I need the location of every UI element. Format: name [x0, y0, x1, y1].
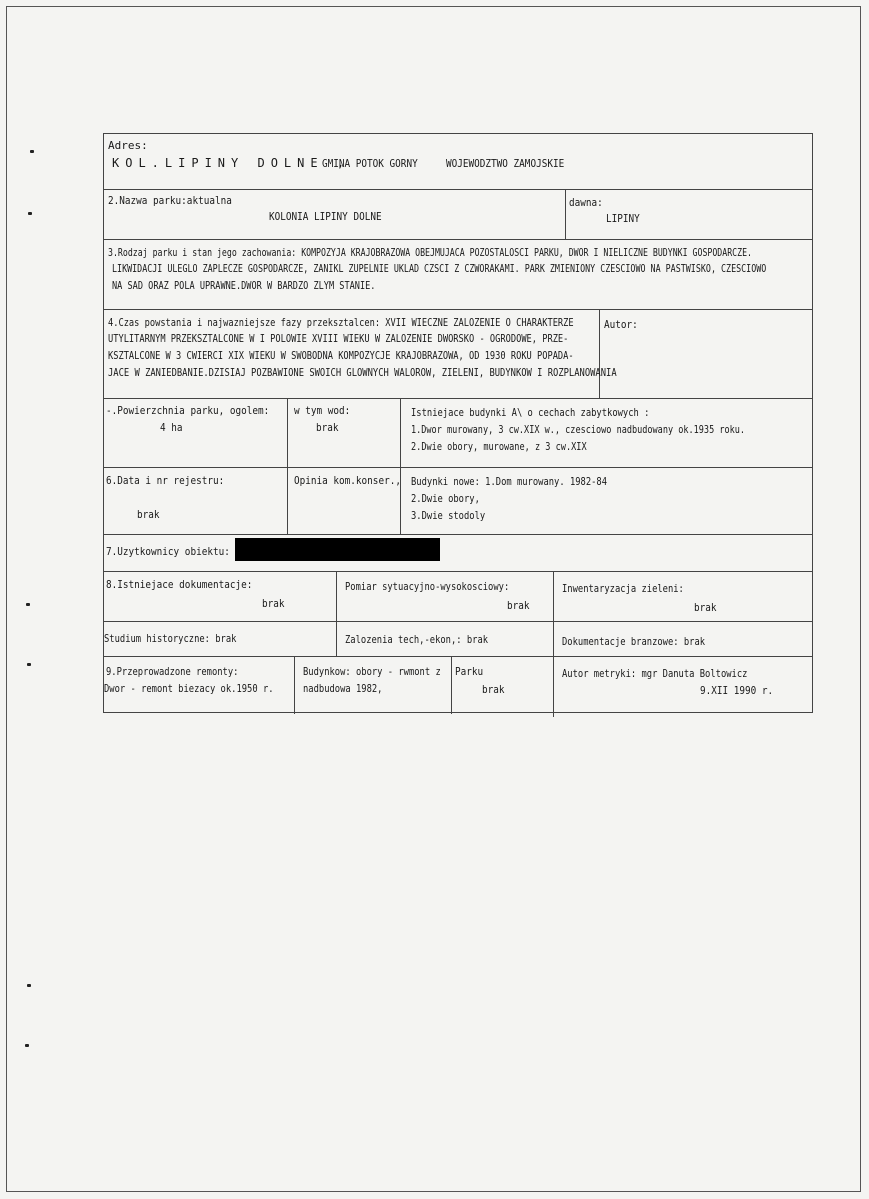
budynki-label: Istniejace budynki A\ o cechach zabytkowych : [411, 406, 650, 419]
adres-gmina: GMINA POTOK GORNY [322, 157, 418, 170]
col-divider [565, 189, 566, 239]
czas-line3: KSZTALCONE W 3 CWIERCI XIX WIEKU W SWOBODNA KOMPOZYCJE KRAJOBRAZOWA, OD 1930 ROKU POPADA- [108, 349, 574, 362]
col-divider [294, 656, 295, 714]
opinia-label: Opinia kom.konser., [294, 474, 401, 487]
pomiar-value: brak [507, 599, 530, 612]
remonty-parku-value: brak [482, 683, 505, 696]
row-divider [104, 239, 812, 240]
pomiar-label: Pomiar sytuacyjno-wysokosciowy: [345, 580, 510, 593]
czas-line2: UTYLITARNYM PRZEKSZTALCONE W I POLOWIE XVIII WIEKU W ZALOZENIE DWORSKO - OGRODOWE, PRZE- [108, 332, 569, 345]
autor-metryki: Autor metryki: mgr Danuta Boltowicz [562, 667, 748, 680]
row-divider [104, 398, 812, 399]
studium-label: Studium historyczne: brak [104, 632, 237, 645]
row-divider [104, 467, 812, 468]
col-divider [287, 398, 288, 534]
col-divider [400, 398, 401, 534]
woda-label: w tym wod: [294, 404, 351, 417]
inwentaryzacja-label: Inwentaryzacja zieleni: [562, 582, 684, 595]
budynki-nowe-label: Budynki nowe: 1.Dom murowany. 1982-84 [411, 475, 608, 488]
scan-mark [27, 663, 31, 666]
nazwa-dawna-label: dawna: [569, 196, 603, 209]
branzowe-label: Dokumentacje branzowe: brak [562, 635, 706, 648]
budynki-item2: 2.Dwie obory, murowane, z 3 cw.XIX [411, 440, 587, 453]
powierzchnia-label: -.Powierzchnia parku, ogolem: [106, 404, 270, 417]
budynki-nowe-item2: 2.Dwie obory, [411, 492, 480, 505]
col-divider [599, 309, 600, 398]
czas-line4: JACE W ZANIEDBANIE.DZISIAJ POZBAWIONE SWOICH GLOWNYCH WALOROW, ZIELENI, BUDYNKOW I ROZPLANOWANIA [108, 366, 617, 379]
row-divider [104, 189, 812, 190]
scan-mark [30, 150, 34, 153]
nazwa-dawna: LIPINY [606, 212, 640, 225]
row-divider [104, 534, 812, 535]
zalozenia-label: Zalozenia tech,-ekon,: brak [345, 633, 489, 646]
adres-miejscowosc: KOL.LIPINY DOLNE , [112, 156, 351, 170]
scan-mark [25, 1044, 29, 1047]
powierzchnia-value: 4 ha [160, 421, 183, 434]
scan-mark [27, 984, 31, 987]
remonty-budynki-line1: Budynkow: obory - rwmont z [303, 665, 441, 678]
row-divider [104, 309, 812, 310]
remonty-dwor: Dwor - remont biezacy ok.1950 r. [104, 682, 274, 695]
scan-mark [28, 212, 32, 215]
remonty-budynki-line2: nadbudowa 1982, [303, 682, 383, 695]
remonty-label: 9.Przeprowadzone remonty: [106, 665, 239, 678]
park-record-form [103, 133, 813, 713]
inwentaryzacja-value: brak [694, 601, 717, 614]
budynki-item1: 1.Dwor murowany, 3 cw.XIX w., czesciowo nadbudowany ok.1935 roku. [411, 423, 746, 436]
rejestr-label: 6.Data i nr rejestru: [106, 474, 225, 487]
uzytkownicy-label: 7.Uzytkownicy obiektu: [106, 545, 230, 558]
rejestr-value: brak [137, 508, 160, 521]
budynki-nowe-item3: 3.Dwie stodoly [411, 509, 486, 522]
col-divider [336, 571, 337, 656]
row-divider [104, 571, 812, 572]
nazwa-aktualna: KOLONIA LIPINY DOLNE [269, 210, 382, 223]
rodzaj-line1: 3.Rodzaj parku i stan jego zachowania: KOMPOZYJA KRAJOBRAZOWA OBEJMUJACA POZOSTALOSCI PARKU, DWOR I NIELICZNE BUDYNKI GOSPODARCZE. [108, 246, 752, 259]
col-divider [451, 656, 452, 714]
row-divider [104, 656, 812, 657]
rodzaj-line2: LIKWIDACJI ULEGLO ZAPLECZE GOSPODARCZE, ZANIKL ZUPELNIE UKLAD CZSCI Z CZWORAKAMI. PARK ZMIENIONY CZESCIOWO NA PASTWISKO, CZESCIOWO [112, 262, 767, 275]
row-divider [104, 621, 812, 622]
remonty-parku-label: Parku [455, 665, 484, 678]
woda-value: brak [316, 421, 339, 434]
adres-label: Adres: [108, 139, 148, 152]
redaction-bar [235, 538, 440, 561]
adres-wojewodztwo: WOJEWODZTWO ZAMOJSKIE [446, 157, 565, 170]
scan-mark [26, 603, 30, 606]
czas-line1: 4.Czas powstania i najwazniejsze fazy przeksztalcen: XVII WIECZNE ZALOZENIE O CHARAKTERZE [108, 316, 574, 329]
autor-metryki-data: 9.XII 1990 r. [700, 684, 774, 697]
dokumentacje-value: brak [262, 597, 285, 610]
col-divider [553, 571, 554, 717]
dokumentacje-label: 8.Istniejace dokumentacje: [106, 578, 253, 591]
czas-autor-label: Autor: [604, 318, 638, 331]
rodzaj-line3: NA SAD ORAZ POLA UPRAWNE.DWOR W BARDZO ZLYM STANIE. [112, 279, 376, 292]
nazwa-label: 2.Nazwa parku:aktualna [108, 194, 232, 207]
